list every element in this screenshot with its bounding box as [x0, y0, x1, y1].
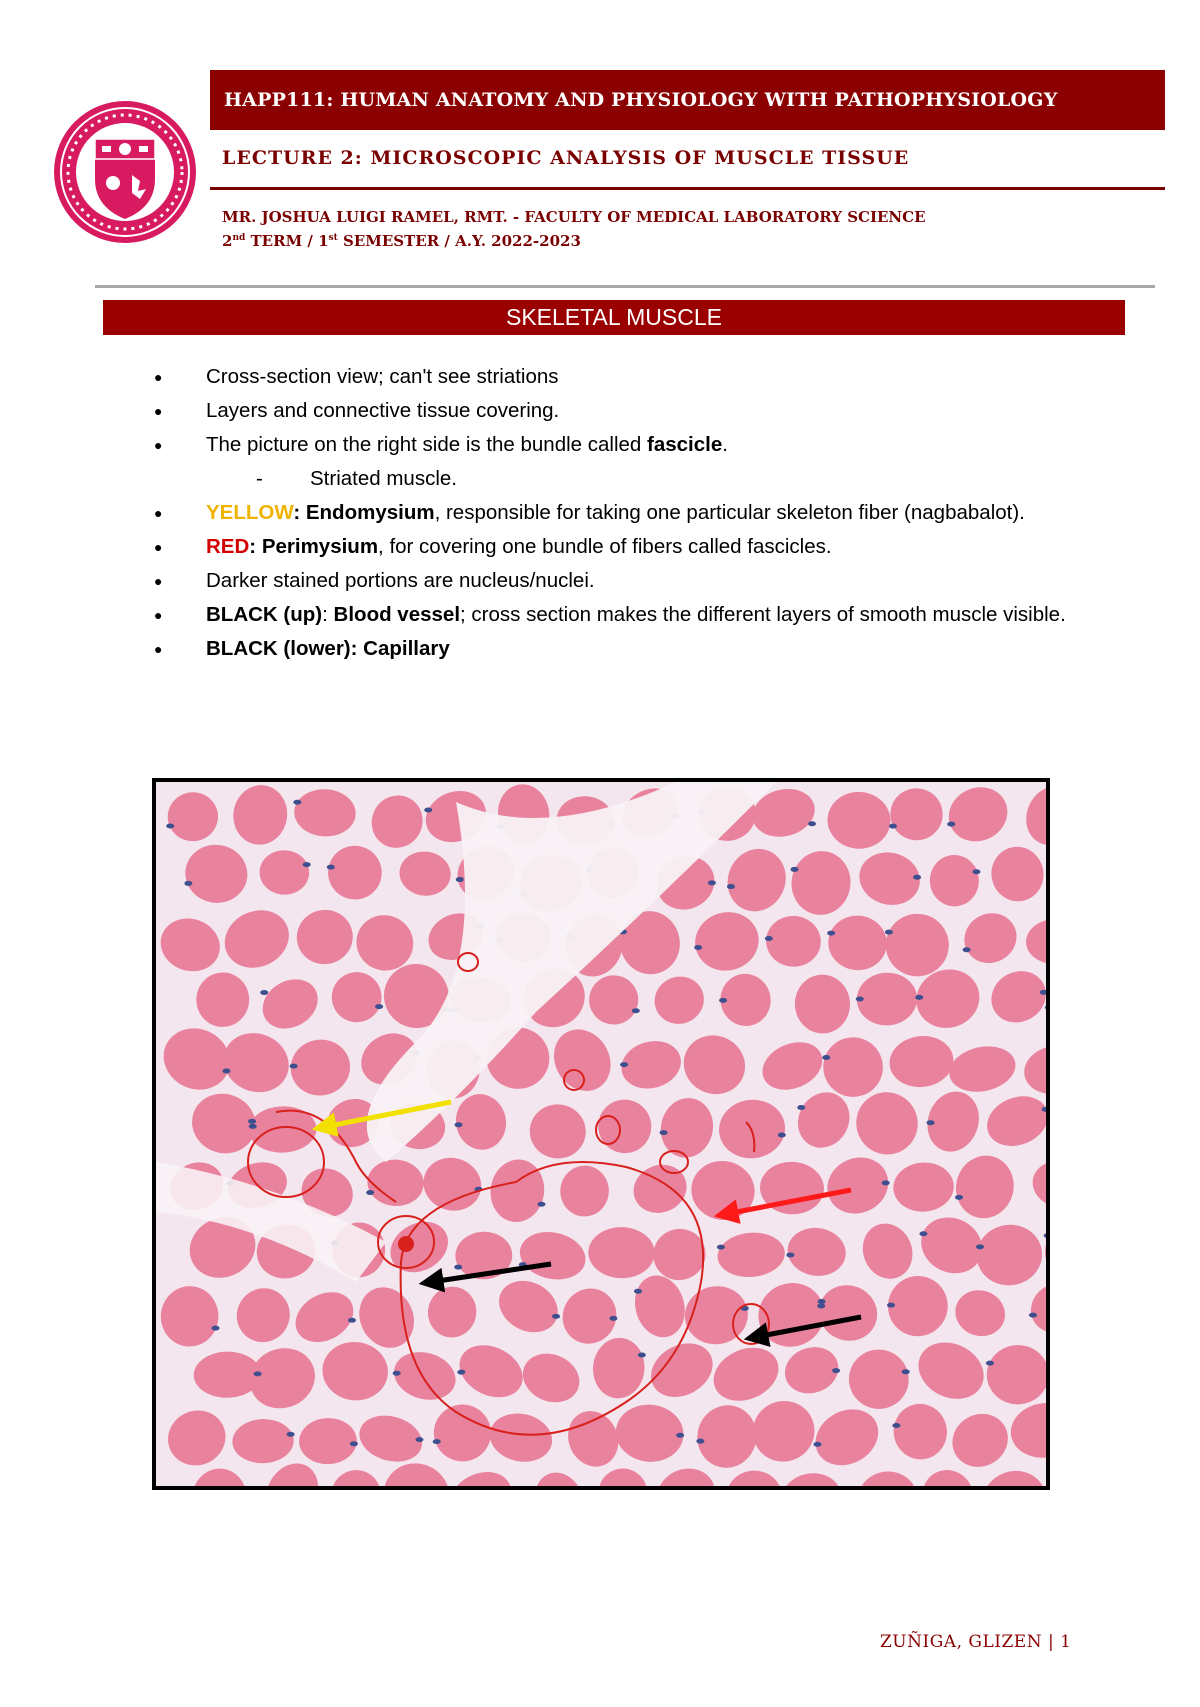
bullet-list: [150, 360, 1150, 666]
nucleus: [719, 998, 727, 1003]
course-title: HAPP111: HUMAN ANATOMY AND PHYSIOLOGY WITH PATHOPHYSIOLOGY: [224, 89, 1058, 111]
nucleus: [609, 1316, 617, 1321]
nucleus: [818, 1299, 826, 1304]
nucleus: [433, 1439, 441, 1444]
nucleus: [986, 1361, 994, 1366]
nucleus: [727, 884, 735, 889]
nucleus: [222, 1069, 230, 1074]
nucleus: [708, 880, 716, 885]
header-divider: [210, 187, 1165, 190]
nucleus: [822, 1055, 830, 1060]
nucleus: [552, 1314, 560, 1319]
nucleus: [919, 1231, 927, 1236]
nucleus: [808, 821, 816, 826]
nucleus: [660, 1130, 668, 1135]
nucleus: [375, 1004, 383, 1009]
nucleus: [696, 1439, 704, 1444]
nucleus: [638, 1353, 646, 1358]
page-footer: ZUÑIGA, GLIZEN | 1: [880, 1632, 1072, 1652]
list-item: ● RED: Perimysium, for covering one bundle of fibers called fascicles.: [154, 535, 832, 558]
nucleus: [892, 1423, 900, 1428]
nucleus: [813, 1442, 821, 1447]
vessel-lumen: [398, 1236, 414, 1252]
nucleus: [963, 947, 971, 952]
nucleus: [260, 990, 268, 995]
list-item: ● YELLOW: Endomysium, responsible for taking one particular skeleton fiber (nagbabalot).: [154, 501, 1025, 524]
nucleus: [882, 1180, 890, 1185]
nucleus: [327, 865, 335, 870]
nucleus: [415, 1437, 423, 1442]
nucleus: [455, 1122, 463, 1127]
nucleus: [887, 1303, 895, 1308]
micrograph-figure: [152, 778, 1050, 1490]
sub-list-item: - Striated muscle.: [256, 467, 457, 490]
nucleus: [248, 1119, 256, 1124]
section-heading: SKELETAL MUSCLE: [103, 300, 1125, 335]
nucleus: [913, 875, 921, 880]
nucleus: [184, 881, 192, 886]
list-item: ● BLACK (lower): Capillary: [154, 637, 450, 660]
nucleus: [393, 1371, 401, 1376]
nucleus: [927, 1120, 935, 1125]
nucleus: [765, 936, 773, 941]
course-title-bar: [210, 70, 1165, 130]
nucleus: [454, 1265, 462, 1270]
nucleus: [817, 1303, 825, 1308]
nucleus: [797, 1105, 805, 1110]
nucleus: [290, 1064, 298, 1069]
nucleus: [293, 800, 301, 805]
nucleus: [632, 1008, 640, 1013]
nucleus: [827, 931, 835, 936]
nucleus: [424, 807, 432, 812]
page-divider: [95, 285, 1155, 288]
nucleus: [889, 824, 897, 829]
nucleus: [287, 1432, 295, 1437]
list-item: ● BLACK (up): Blood vessel; cross section makes the different layers of smooth muscle visible.: [154, 603, 1066, 626]
nucleus: [694, 945, 702, 950]
nucleus: [955, 1195, 963, 1200]
nucleus: [537, 1202, 545, 1207]
nucleus: [348, 1318, 356, 1323]
term-line: 2nd TERM / 1st SEMESTER / A.Y. 2022-2023: [222, 232, 581, 250]
nucleus: [832, 1368, 840, 1373]
nucleus: [366, 1190, 374, 1195]
nucleus: [915, 995, 923, 1000]
nucleus: [885, 930, 893, 935]
nucleus: [620, 1062, 628, 1067]
nucleus: [902, 1369, 910, 1374]
nucleus: [456, 877, 464, 882]
nucleus: [976, 1244, 984, 1249]
lecture-title: LECTURE 2: MICROSCOPIC ANALYSIS OF MUSCLE TISSUE: [222, 147, 910, 169]
nucleus: [350, 1441, 358, 1446]
nucleus: [791, 867, 799, 872]
nucleus: [254, 1371, 262, 1376]
skeletal-muscle-micrograph: [156, 782, 1046, 1486]
nucleus: [856, 996, 864, 1001]
nucleus: [676, 1433, 684, 1438]
nucleus: [947, 822, 955, 827]
nucleus: [634, 1289, 642, 1294]
nucleus: [778, 1133, 786, 1138]
nucleus: [786, 1252, 794, 1257]
list-item: ● Cross-section view; can't see striations: [154, 365, 559, 388]
nucleus: [1029, 1313, 1037, 1318]
list-item: ● The picture on the right side is the bundle called fascicle.: [154, 433, 728, 456]
nucleus: [303, 862, 311, 867]
nucleus: [212, 1326, 220, 1331]
list-item: ● Darker stained portions are nucleus/nuclei.: [154, 569, 595, 592]
nucleus: [717, 1245, 725, 1250]
nucleus: [249, 1124, 257, 1129]
list-item: ● Layers and connective tissue covering.: [154, 399, 560, 422]
nucleus: [972, 869, 980, 874]
instructor-line: MR. JOSHUA LUIGI RAMEL, RMT. - FACULTY OF MEDICAL LABORATORY SCIENCE: [222, 208, 926, 226]
nucleus: [457, 1370, 465, 1375]
nucleus: [166, 823, 174, 828]
university-seal-logo: [52, 99, 198, 245]
